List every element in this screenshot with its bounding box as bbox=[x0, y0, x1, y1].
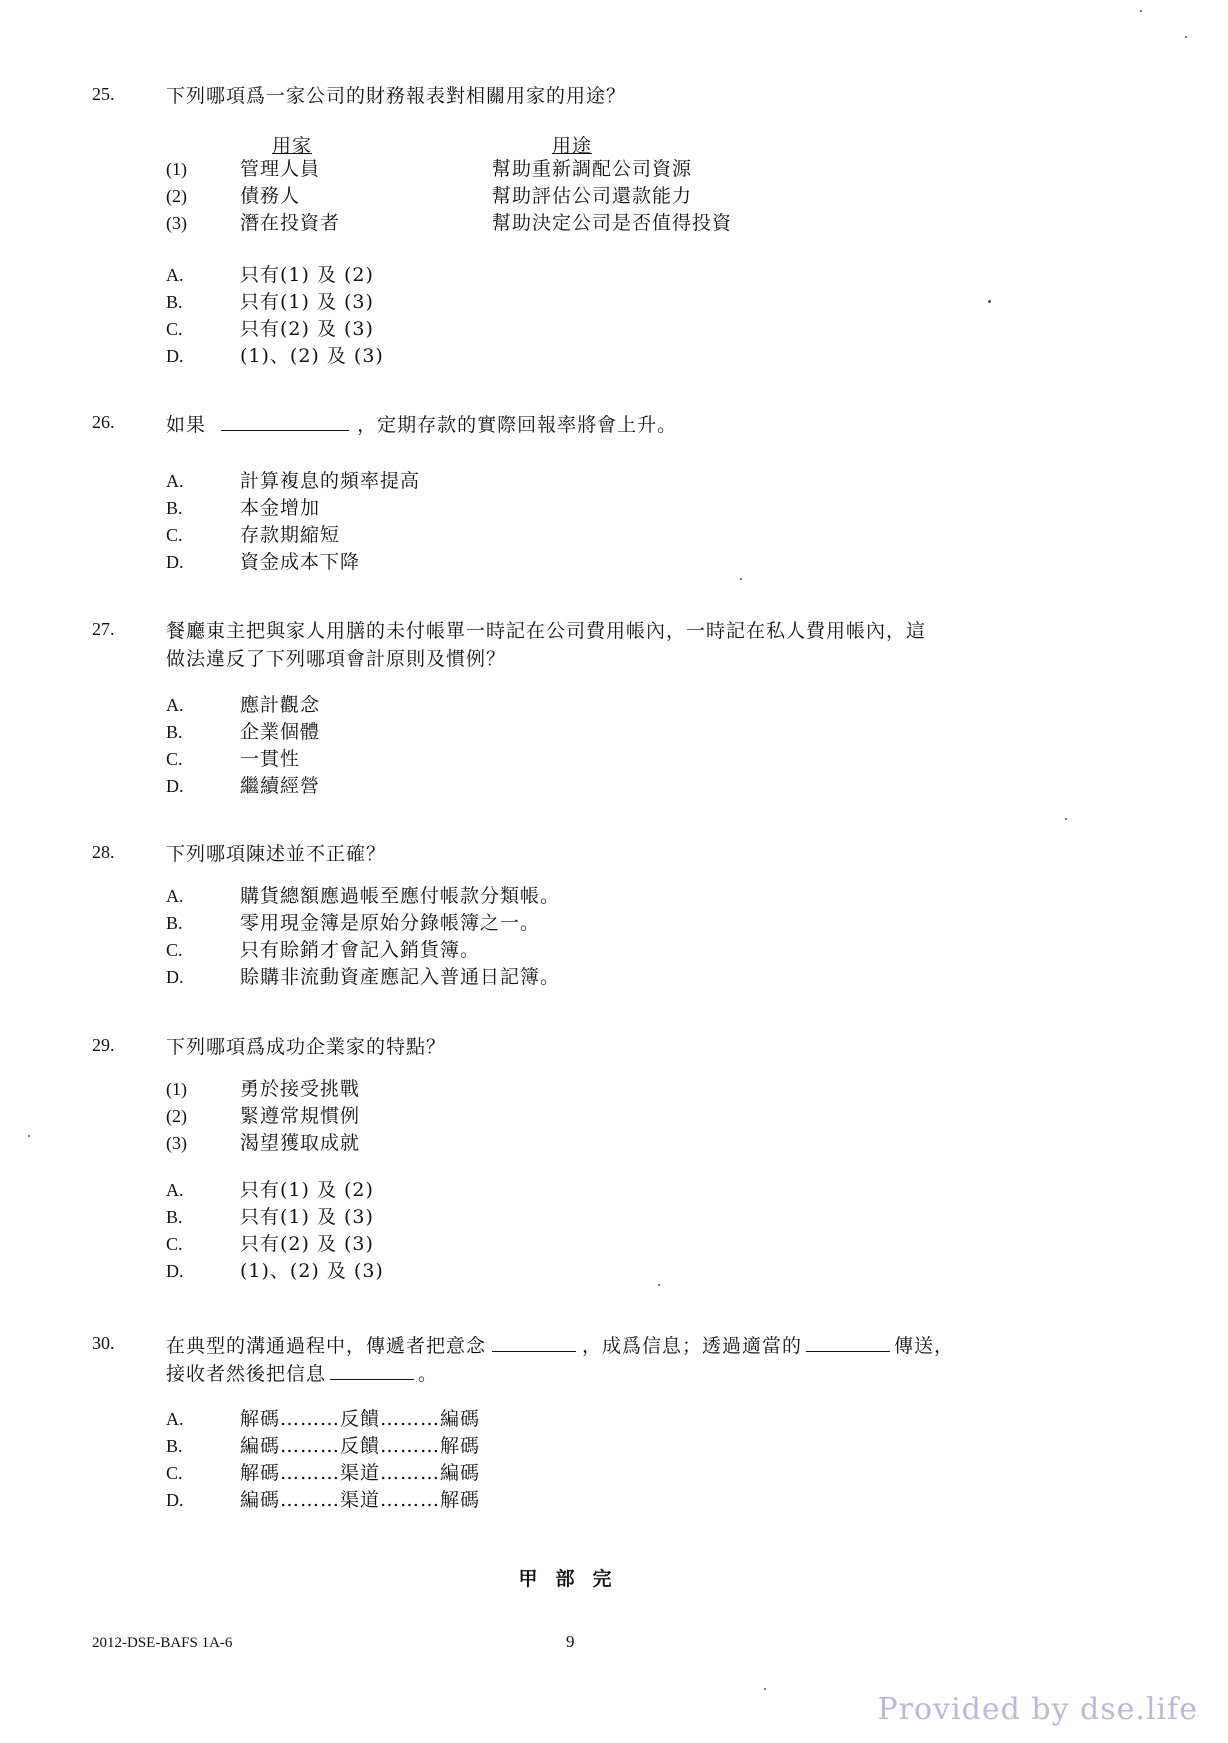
row-user: 潛在投資者 bbox=[240, 212, 341, 234]
question-text: 下列哪項爲一家公司的財務報表對相關用家的用途？ bbox=[166, 85, 627, 107]
option-text: 只有賒銷才會記入銷貨簿。 bbox=[240, 939, 481, 961]
question-text: 下列哪項陳述並不正確？ bbox=[166, 843, 387, 865]
option-text: 一貫性 bbox=[240, 748, 301, 770]
scan-speck bbox=[1185, 36, 1187, 38]
option-label: D. bbox=[166, 346, 184, 366]
question-text-part3: 傳送， bbox=[894, 1335, 955, 1357]
option-label: D. bbox=[166, 1490, 184, 1510]
option-text: 購貨總額應過帳至應付帳款分類帳。 bbox=[240, 885, 561, 907]
question-text-after: ，定期存款的實際回報率將會上升。 bbox=[357, 414, 678, 436]
option-label: B. bbox=[166, 722, 183, 742]
row-use: 幫助重新調配公司資源 bbox=[492, 158, 693, 180]
table-header-user: 用家 bbox=[272, 135, 313, 157]
option-text: 企業個體 bbox=[240, 721, 321, 743]
option-text: 只有(1) 及 (2) bbox=[240, 264, 374, 286]
answer-blank bbox=[330, 1359, 414, 1380]
option-label: D. bbox=[166, 967, 184, 987]
answer-blank bbox=[221, 410, 349, 431]
option-label: B. bbox=[166, 1207, 183, 1227]
watermark-text: Provided by dse.life bbox=[877, 1692, 1198, 1727]
section-end-marker: 甲部完 bbox=[518, 1568, 630, 1590]
paper-code: 2012-DSE-BAFS 1A-6 bbox=[92, 1635, 233, 1651]
option-label: C. bbox=[166, 749, 183, 769]
item-label: (1) bbox=[166, 1079, 187, 1099]
question-number: 28. bbox=[92, 842, 115, 862]
table-header-use: 用途 bbox=[552, 135, 593, 157]
scan-speck bbox=[1065, 818, 1067, 820]
option-text: 只有(1) 及 (2) bbox=[240, 1179, 374, 1201]
option-text: 零用現金簿是原始分錄帳簿之一。 bbox=[240, 912, 541, 934]
scan-speck bbox=[28, 1135, 30, 1137]
scan-speck bbox=[988, 300, 991, 303]
option-text: 編碼………反饋………解碼 bbox=[240, 1435, 481, 1457]
answer-blank bbox=[492, 1331, 576, 1352]
option-text: (1)、(2) 及 (3) bbox=[240, 1260, 384, 1282]
scan-speck bbox=[764, 1688, 766, 1690]
option-text: 資金成本下降 bbox=[240, 551, 361, 573]
option-text: (1)、(2) 及 (3) bbox=[240, 345, 384, 367]
row-user: 管理人員 bbox=[240, 158, 321, 180]
option-text: 應計觀念 bbox=[240, 694, 321, 716]
option-text: 只有(2) 及 (3) bbox=[240, 1233, 374, 1255]
question-number: 27. bbox=[92, 619, 115, 639]
item-text: 勇於接受挑戰 bbox=[240, 1078, 361, 1100]
option-text: 本金增加 bbox=[240, 497, 321, 519]
scan-speck bbox=[658, 1284, 660, 1286]
row-label: (3) bbox=[166, 213, 187, 233]
item-text: 緊遵常規慣例 bbox=[240, 1105, 361, 1127]
option-text: 存款期縮短 bbox=[240, 524, 341, 546]
option-text: 繼續經營 bbox=[240, 775, 321, 797]
option-label: B. bbox=[166, 292, 183, 312]
option-text: 只有(1) 及 (3) bbox=[240, 1206, 374, 1228]
row-use: 幫助決定公司是否值得投資 bbox=[492, 212, 733, 234]
option-label: B. bbox=[166, 913, 183, 933]
option-label: D. bbox=[166, 776, 184, 796]
question-text-part5: 。 bbox=[418, 1363, 439, 1385]
scan-speck bbox=[1140, 10, 1142, 12]
option-label: A. bbox=[166, 1409, 184, 1429]
option-text: 賒購非流動資產應記入普通日記簿。 bbox=[240, 966, 561, 988]
option-text: 只有(1) 及 (3) bbox=[240, 291, 374, 313]
option-label: A. bbox=[166, 1180, 184, 1200]
question-number: 30. bbox=[92, 1333, 115, 1353]
row-label: (1) bbox=[166, 159, 187, 179]
item-label: (2) bbox=[166, 1106, 187, 1126]
option-text: 解碼………反饋………編碼 bbox=[240, 1408, 481, 1430]
question-text-part4: 接收者然後把信息 bbox=[166, 1363, 327, 1385]
option-label: A. bbox=[166, 695, 184, 715]
question-number: 29. bbox=[92, 1035, 115, 1055]
option-label: C. bbox=[166, 1463, 183, 1483]
question-text-line2: 做法違反了下列哪項會計原則及慣例？ bbox=[166, 648, 507, 670]
question-text bbox=[166, 410, 1066, 439]
question-text-part1: 在典型的溝通過程中，傳遞者把意念 bbox=[166, 1335, 487, 1357]
option-text: 只有(2) 及 (3) bbox=[240, 318, 374, 340]
row-user: 債務人 bbox=[240, 185, 301, 207]
question-text-line1 bbox=[166, 1331, 1066, 1360]
question-text-part2: ，成爲信息；透過適當的 bbox=[582, 1335, 803, 1357]
question-number: 26. bbox=[92, 412, 115, 432]
question-text-line1: 餐廳東主把與家人用膳的未付帳單一時記在公司費用帳內，一時記在私人費用帳內，這 bbox=[166, 620, 927, 642]
option-label: A. bbox=[166, 471, 184, 491]
option-label: B. bbox=[166, 1436, 183, 1456]
scan-speck bbox=[740, 578, 742, 580]
option-label: C. bbox=[166, 1234, 183, 1254]
option-text: 編碼………渠道………解碼 bbox=[240, 1489, 481, 1511]
item-text: 渴望獲取成就 bbox=[240, 1132, 361, 1154]
option-label: D. bbox=[166, 1261, 184, 1281]
question-text-before: 如果 bbox=[166, 414, 207, 436]
item-label: (3) bbox=[166, 1133, 187, 1153]
option-label: B. bbox=[166, 498, 183, 518]
option-label: A. bbox=[166, 886, 184, 906]
option-label: A. bbox=[166, 265, 184, 285]
question-text-line2 bbox=[166, 1359, 1066, 1388]
row-use: 幫助評估公司還款能力 bbox=[492, 185, 693, 207]
option-label: C. bbox=[166, 525, 183, 545]
option-text: 計算複息的頻率提高 bbox=[240, 470, 421, 492]
option-label: D. bbox=[166, 552, 184, 572]
option-label: C. bbox=[166, 319, 183, 339]
option-label: C. bbox=[166, 940, 183, 960]
question-text: 下列哪項爲成功企業家的特點？ bbox=[166, 1036, 447, 1058]
option-text: 解碼………渠道………編碼 bbox=[240, 1462, 481, 1484]
row-label: (2) bbox=[166, 186, 187, 206]
page-number: 9 bbox=[566, 1632, 575, 1651]
answer-blank bbox=[806, 1331, 890, 1352]
question-number: 25. bbox=[92, 84, 115, 104]
